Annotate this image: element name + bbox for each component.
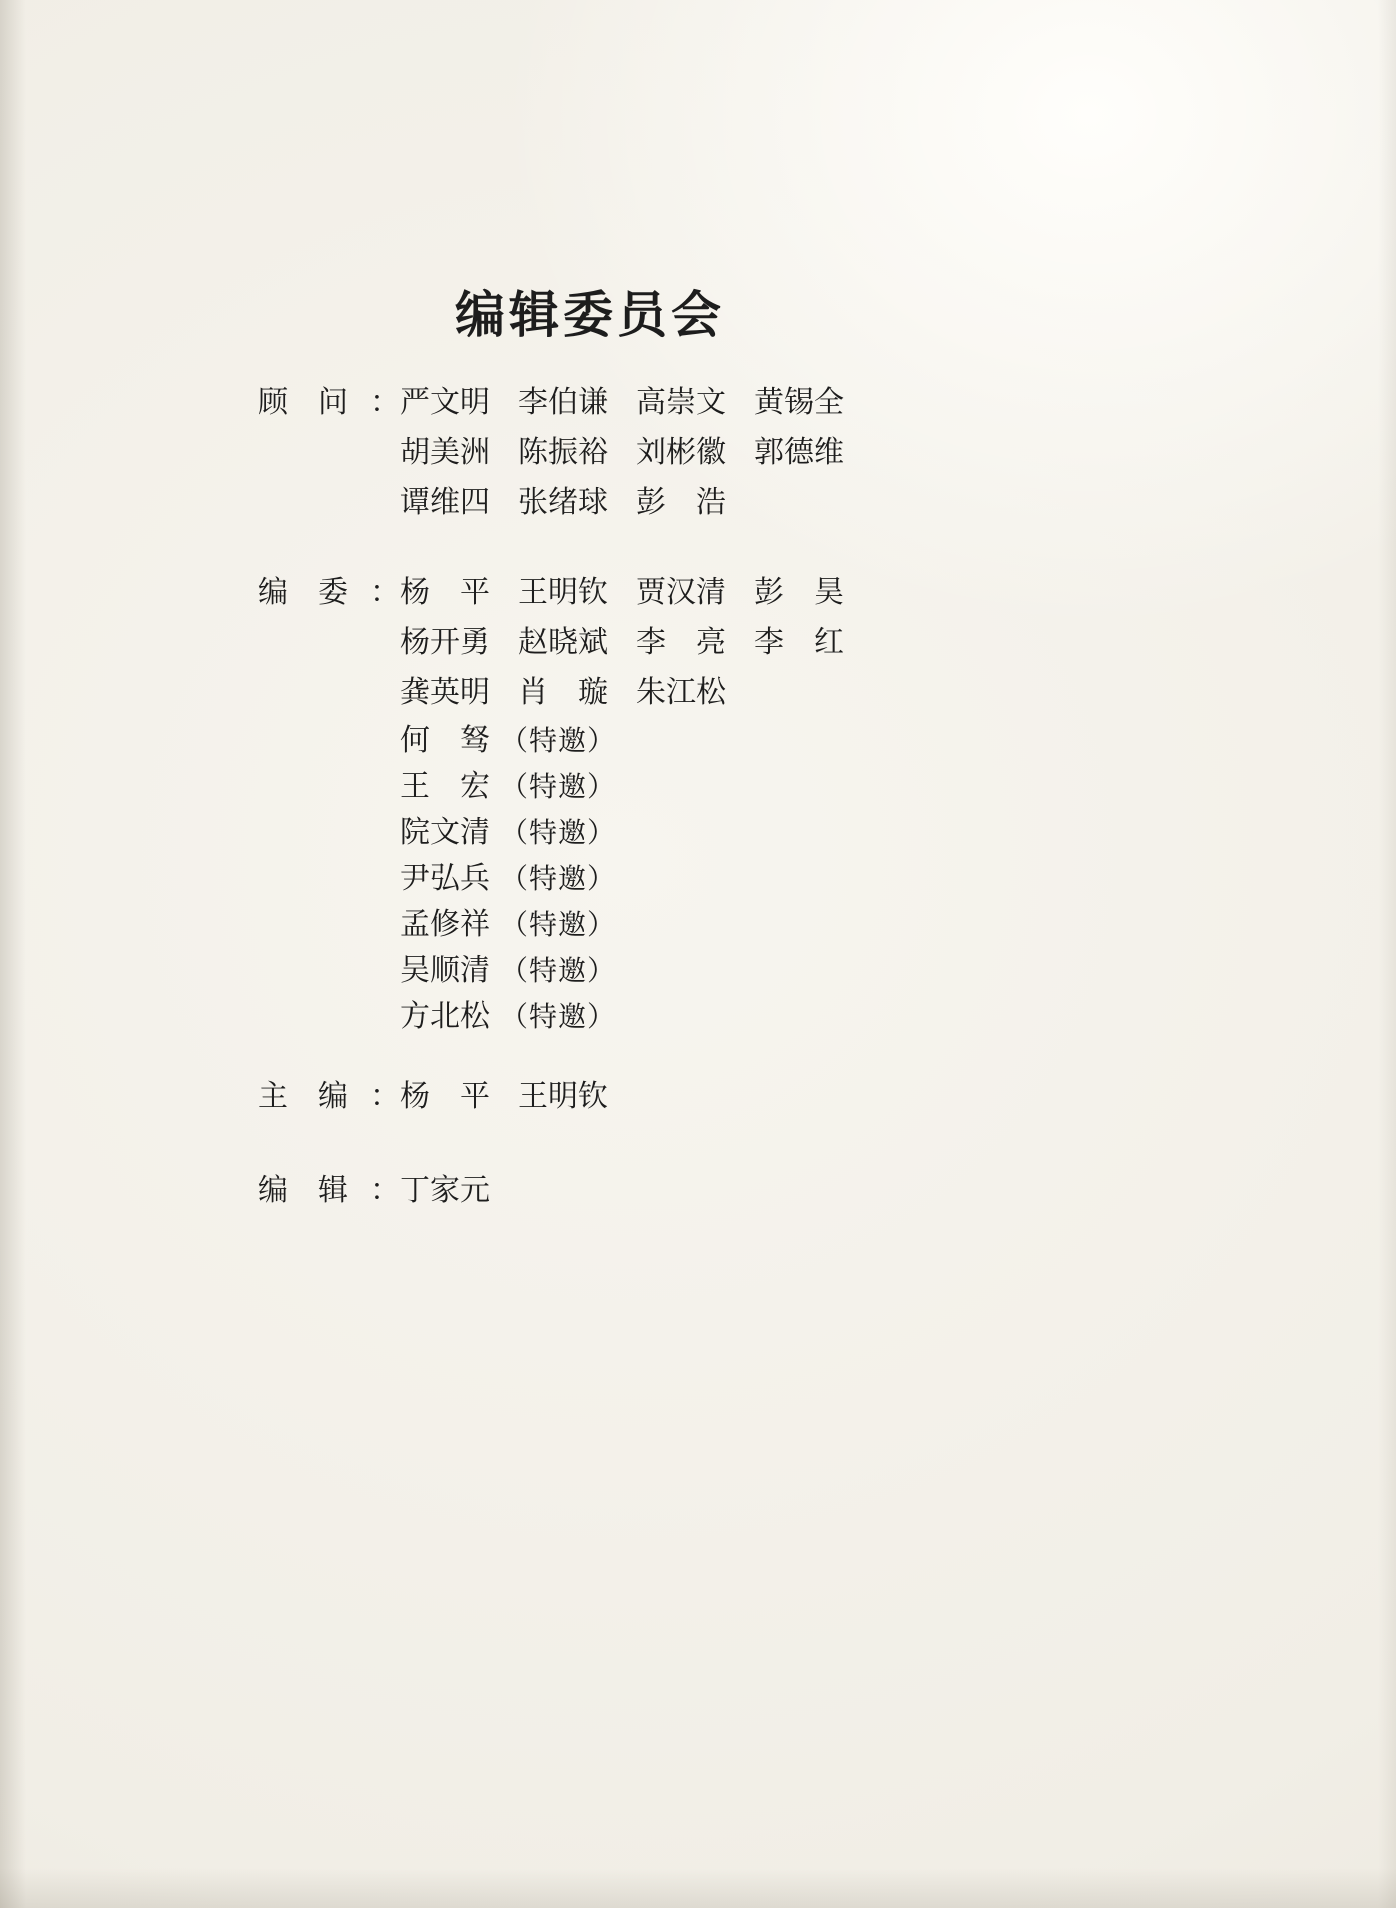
section-chief-editor xyxy=(258,1072,636,1122)
invited-member-row xyxy=(400,902,872,948)
section-editor-colon: ： xyxy=(370,1173,400,1208)
board-member-name: 王明钦 xyxy=(518,575,608,610)
section-editor-label: 编 辑 xyxy=(258,1173,348,1208)
invited-member-tag: （特邀） xyxy=(500,908,617,941)
advisor-name: 高崇文 xyxy=(636,385,726,420)
section-editorial-board-label: 编 委 xyxy=(258,575,348,610)
board-member-name: 杨 平 xyxy=(400,575,490,610)
invited-member-row xyxy=(400,764,872,810)
invited-member-row xyxy=(400,856,872,902)
page-title: 编辑委员会 xyxy=(455,285,725,344)
invited-member-row xyxy=(400,994,872,1040)
section-chief-editor-colon: ： xyxy=(370,1079,400,1114)
editorial-board-row xyxy=(400,618,872,668)
editorial-board-row xyxy=(400,568,872,618)
board-member-name: 肖 璇 xyxy=(518,675,608,710)
invited-member-tag: （特邀） xyxy=(500,954,617,987)
invited-member-tag: （特邀） xyxy=(500,816,617,849)
advisor-name: 彭 浩 xyxy=(636,485,726,520)
board-member-name: 贾汉清 xyxy=(636,575,726,610)
invited-member-tag: （特邀） xyxy=(500,1000,617,1033)
section-editorial-board-body xyxy=(400,568,872,1040)
invited-member-name: 何 驽 xyxy=(400,723,490,758)
section-advisors-colon: ： xyxy=(370,385,400,420)
advisor-name: 陈振裕 xyxy=(518,435,608,470)
advisor-name: 李伯谦 xyxy=(518,385,608,420)
section-editorial-board xyxy=(258,568,872,1040)
section-chief-editor-body xyxy=(400,1072,636,1122)
board-member-name: 李 红 xyxy=(754,625,844,660)
section-editor-body xyxy=(400,1166,518,1216)
chief-editor-name: 王明钦 xyxy=(518,1079,608,1114)
invited-member-row xyxy=(400,810,872,856)
advisor-name: 张绪球 xyxy=(518,485,608,520)
chief-editor-row xyxy=(400,1072,636,1122)
board-member-name: 彭 昊 xyxy=(754,575,844,610)
chief-editor-name: 杨 平 xyxy=(400,1079,490,1114)
board-member-name: 龚英明 xyxy=(400,675,490,710)
editorial-board-row xyxy=(400,668,872,718)
invited-member-name: 尹弘兵 xyxy=(400,861,490,896)
advisors-row xyxy=(400,378,872,428)
advisor-name: 胡美洲 xyxy=(400,435,490,470)
section-advisors xyxy=(258,378,872,528)
advisor-name: 谭维四 xyxy=(400,485,490,520)
board-member-name: 赵晓斌 xyxy=(518,625,608,660)
invited-member-name: 院文清 xyxy=(400,815,490,850)
section-editor xyxy=(258,1166,518,1216)
board-member-name: 李 亮 xyxy=(636,625,726,660)
invited-member-name: 方北松 xyxy=(400,999,490,1034)
invited-member-tag: （特邀） xyxy=(500,862,617,895)
invited-member-name: 王 宏 xyxy=(400,769,490,804)
advisor-name: 黄锡全 xyxy=(754,385,844,420)
board-member-name: 朱江松 xyxy=(636,675,726,710)
section-editorial-board-colon: ： xyxy=(370,575,400,610)
section-advisors-body xyxy=(400,378,872,528)
editor-row xyxy=(400,1166,518,1216)
advisor-name: 严文明 xyxy=(400,385,490,420)
section-chief-editor-label: 主 编 xyxy=(258,1079,348,1114)
advisors-row xyxy=(400,478,872,528)
advisor-name: 刘彬徽 xyxy=(636,435,726,470)
invited-member-tag: （特邀） xyxy=(500,770,617,803)
invited-member-name: 孟修祥 xyxy=(400,907,490,942)
advisors-row xyxy=(400,428,872,478)
board-member-name: 杨开勇 xyxy=(400,625,490,660)
invited-member-row xyxy=(400,948,872,994)
section-advisors-label: 顾 问 xyxy=(258,385,348,420)
invited-member-row xyxy=(400,718,872,764)
advisor-name: 郭德维 xyxy=(754,435,844,470)
invited-member-name: 吴顺清 xyxy=(400,953,490,988)
editor-name: 丁家元 xyxy=(400,1173,490,1208)
invited-member-tag: （特邀） xyxy=(500,724,617,757)
